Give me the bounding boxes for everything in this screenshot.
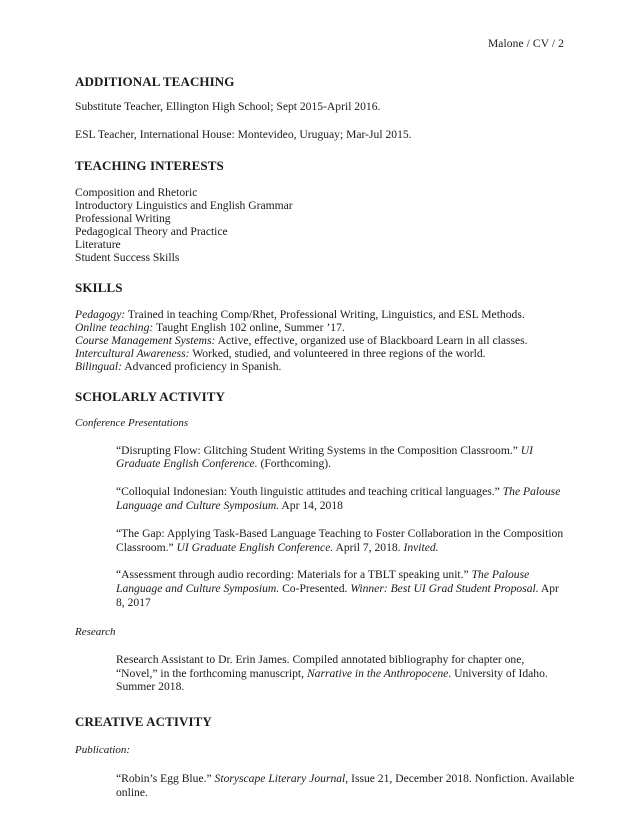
publication-journal: Storyscape Literary Journal,: [214, 772, 349, 786]
presentation-tail: Apr 14, 2018: [279, 498, 343, 512]
interest-item: Introductory Linguistics and English Grammar: [75, 198, 293, 212]
presentation-title: “Disrupting Flow: Glitching Student Writing Systems in the Composition Classroom.”: [116, 443, 521, 457]
research-book-title: Narrative in the Anthropocene: [306, 666, 449, 680]
publication-title: “Robin’s Egg Blue.”: [116, 772, 215, 786]
presentation-item: [116, 527, 565, 555]
presentation-award: Winner: Best UI Grad Student Proposal.: [350, 582, 539, 596]
presentation-title: “Colloquial Indonesian: Youth linguistic attitudes and teaching critical languages.”: [116, 485, 503, 499]
research-heading: Research: [75, 625, 116, 638]
skill-item: [75, 308, 565, 321]
skill-label: Bilingual:: [75, 359, 123, 373]
skill-text: Active, effective, organized use of Blackboard Learn in all classes.: [215, 333, 528, 347]
section-title-skills: SKILLS: [75, 279, 123, 295]
cv-content: [75, 74, 575, 814]
presentation-item: [116, 444, 565, 472]
teaching-item: Substitute Teacher, Ellington High School; Sept 2015-April 2016.: [75, 100, 381, 113]
interest-item: Student Success Skills: [75, 250, 180, 264]
skill-label: Course Management Systems:: [75, 333, 216, 347]
skills-list: [75, 308, 565, 373]
presentation-venue: The Palouse Language and Culture Symposium.: [116, 568, 530, 596]
presentation-tail: Co-Presented.: [279, 582, 351, 596]
presentation-venue: UI Graduate English Conference.: [176, 540, 334, 554]
skill-item: [75, 334, 565, 347]
presentation-tail: (Forthcoming).: [257, 457, 331, 471]
presentation-venue: UI Graduate English Conference.: [116, 443, 534, 471]
skill-label: Intercultural Awareness:: [75, 346, 190, 360]
skill-text: Advanced proficiency in Spanish.: [122, 359, 282, 373]
conference-heading: Conference Presentations: [75, 416, 189, 429]
running-head: Malone / CV / 2: [487, 38, 564, 50]
teaching-item: ESL Teacher, International House: Montevideo, Uruguay; Mar-Jul 2015.: [75, 127, 412, 141]
publication-details: Issue 21, December 2018. Nonfiction. Available online.: [116, 772, 575, 799]
interest-item: Literature: [75, 237, 121, 251]
presentation-title: “The Gap: Applying Task-Based Language Teaching to Foster Collaboration in the Composition Classroom.”: [116, 526, 564, 554]
presentation-title: “Assessment through audio recording: Materials for a TBLT speaking unit.”: [116, 568, 472, 582]
publication-item: [116, 772, 576, 800]
publication-heading: Publication:: [75, 744, 130, 757]
skill-label: Online teaching:: [75, 320, 154, 334]
presentation-note: Invited.: [403, 540, 439, 554]
presentation-item: [116, 568, 565, 609]
section-title-additional-teaching: ADDITIONAL TEACHING: [75, 74, 235, 89]
interest-item: Composition and Rhetoric: [75, 185, 198, 199]
interests-list: [75, 186, 565, 264]
research-item: [116, 653, 565, 694]
research-text: Research Assistant to Dr. Erin James. Compiled annotated bibliography for chapter one, “Novel,” in the forthcoming manuscript,: [116, 652, 525, 680]
interest-item: Professional Writing: [75, 211, 171, 225]
skill-text: Worked, studied, and volunteered in three regions of the world.: [189, 346, 486, 360]
skill-label: Pedagogy:: [75, 307, 126, 321]
skill-item: [75, 347, 565, 360]
presentation-item: [116, 485, 565, 513]
section-title-creative-activity: CREATIVE ACTIVITY: [75, 714, 212, 730]
skill-text: Taught English 102 online, Summer ’17.: [153, 320, 345, 334]
skill-text: Trained in teaching Comp/Rhet, Professional Writing, Linguistics, and ESL Methods.: [125, 307, 525, 321]
skill-item: [75, 360, 565, 373]
presentation-venue: The Palouse Language and Culture Symposium.: [116, 485, 561, 512]
skill-item: [75, 321, 565, 334]
section-title-teaching-interests: TEACHING INTERESTS: [75, 157, 224, 173]
research-details: . University of Idaho. Summer 2018.: [116, 666, 548, 694]
presentation-tail: April 7, 2018.: [333, 540, 404, 554]
interest-item: Pedagogical Theory and Practice: [75, 224, 228, 238]
section-title-scholarly-activity: SCHOLARLY ACTIVITY: [75, 388, 226, 404]
presentation-date: Apr 8, 2017: [116, 582, 559, 609]
